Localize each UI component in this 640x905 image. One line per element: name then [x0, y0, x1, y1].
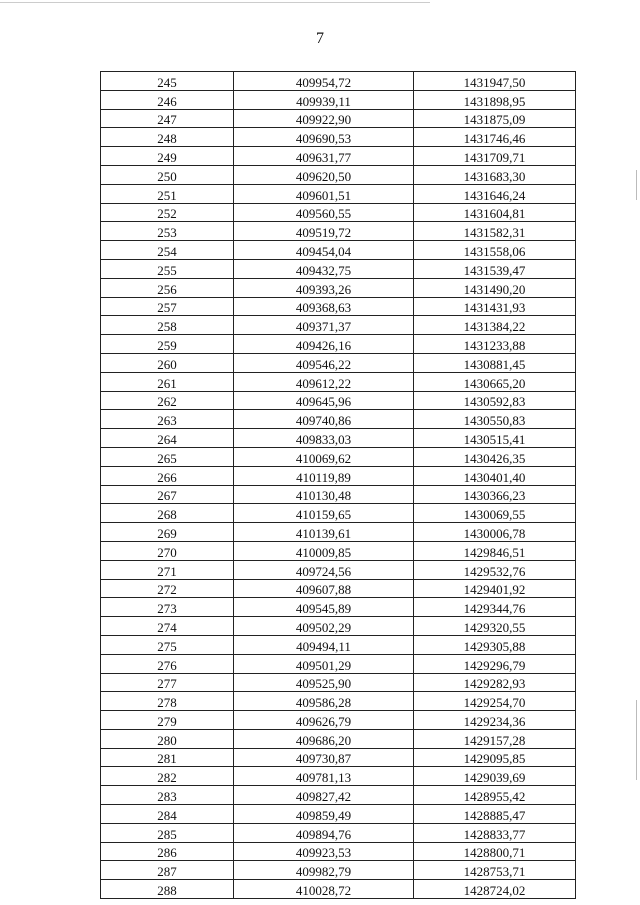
- x-coordinate-cell: 409922,90: [234, 109, 414, 128]
- x-coordinate-cell: 409781,13: [234, 767, 414, 786]
- point-number-cell: 288: [101, 880, 234, 899]
- table-row: [101, 748, 576, 767]
- point-number-cell: 272: [101, 579, 234, 598]
- table-row: [101, 711, 576, 730]
- table-row: [101, 598, 576, 617]
- table-row: [101, 109, 576, 128]
- x-coordinate-cell: 409607,88: [234, 579, 414, 598]
- table-row: [101, 335, 576, 354]
- y-coordinate-cell: 1430366,23: [414, 485, 576, 504]
- x-coordinate-cell: 410009,85: [234, 541, 414, 560]
- x-coordinate-cell: 409626,79: [234, 711, 414, 730]
- table-row: [101, 654, 576, 673]
- point-number-cell: 252: [101, 203, 234, 222]
- table-row: [101, 353, 576, 372]
- y-coordinate-cell: 1429532,76: [414, 560, 576, 579]
- table-row: [101, 297, 576, 316]
- y-coordinate-cell: 1431558,06: [414, 241, 576, 260]
- table-row: [101, 90, 576, 109]
- table-row: [101, 729, 576, 748]
- table-row: [101, 278, 576, 297]
- point-number-cell: 263: [101, 410, 234, 429]
- point-number-cell: 276: [101, 654, 234, 673]
- y-coordinate-cell: 1431875,09: [414, 109, 576, 128]
- scan-edge-mark: [636, 700, 637, 780]
- point-number-cell: 282: [101, 767, 234, 786]
- point-number-cell: 267: [101, 485, 234, 504]
- y-coordinate-cell: 1430401,40: [414, 466, 576, 485]
- table-row: [101, 880, 576, 899]
- point-number-cell: 248: [101, 128, 234, 147]
- table-row: [101, 504, 576, 523]
- point-number-cell: 280: [101, 729, 234, 748]
- table-row: [101, 805, 576, 824]
- point-number-cell: 253: [101, 222, 234, 241]
- point-number-cell: 256: [101, 278, 234, 297]
- y-coordinate-cell: 1431490,20: [414, 278, 576, 297]
- y-coordinate-cell: 1429305,88: [414, 635, 576, 654]
- y-coordinate-cell: 1431604,81: [414, 203, 576, 222]
- y-coordinate-cell: 1429095,85: [414, 748, 576, 767]
- x-coordinate-cell: 409859,49: [234, 805, 414, 824]
- point-number-cell: 247: [101, 109, 234, 128]
- x-coordinate-cell: 409426,16: [234, 335, 414, 354]
- x-coordinate-cell: 409545,89: [234, 598, 414, 617]
- point-number-cell: 286: [101, 842, 234, 861]
- x-coordinate-cell: 409601,51: [234, 184, 414, 203]
- table-row: [101, 523, 576, 542]
- x-coordinate-cell: 409525,90: [234, 673, 414, 692]
- x-coordinate-cell: 410028,72: [234, 880, 414, 899]
- x-coordinate-cell: 409631,77: [234, 147, 414, 166]
- y-coordinate-cell: 1431746,46: [414, 128, 576, 147]
- x-coordinate-cell: 409740,86: [234, 410, 414, 429]
- table-row: [101, 222, 576, 241]
- x-coordinate-cell: 409724,56: [234, 560, 414, 579]
- point-number-cell: 266: [101, 466, 234, 485]
- y-coordinate-cell: 1428885,47: [414, 805, 576, 824]
- table-row: [101, 579, 576, 598]
- x-coordinate-cell: 409833,03: [234, 429, 414, 448]
- y-coordinate-cell: 1431539,47: [414, 259, 576, 278]
- scan-top-rule: [0, 2, 430, 3]
- table-row: [101, 786, 576, 805]
- point-number-cell: 255: [101, 259, 234, 278]
- point-number-cell: 261: [101, 372, 234, 391]
- table-row: [101, 165, 576, 184]
- y-coordinate-cell: 1430592,83: [414, 391, 576, 410]
- table-row: [101, 673, 576, 692]
- point-number-cell: 285: [101, 823, 234, 842]
- y-coordinate-cell: 1429344,76: [414, 598, 576, 617]
- table-row: [101, 410, 576, 429]
- point-number-cell: 279: [101, 711, 234, 730]
- y-coordinate-cell: 1430550,83: [414, 410, 576, 429]
- point-number-cell: 246: [101, 90, 234, 109]
- y-coordinate-cell: 1429254,70: [414, 692, 576, 711]
- point-number-cell: 270: [101, 541, 234, 560]
- x-coordinate-cell: 409502,29: [234, 617, 414, 636]
- x-coordinate-cell: 410130,48: [234, 485, 414, 504]
- table-row: [101, 72, 576, 91]
- point-number-cell: 284: [101, 805, 234, 824]
- point-number-cell: 245: [101, 72, 234, 91]
- table-row: [101, 203, 576, 222]
- y-coordinate-cell: 1430881,45: [414, 353, 576, 372]
- x-coordinate-cell: 409730,87: [234, 748, 414, 767]
- x-coordinate-cell: 409368,63: [234, 297, 414, 316]
- x-coordinate-cell: 409494,11: [234, 635, 414, 654]
- point-number-cell: 287: [101, 861, 234, 880]
- table-row: [101, 391, 576, 410]
- x-coordinate-cell: 409690,53: [234, 128, 414, 147]
- point-number-cell: 254: [101, 241, 234, 260]
- point-number-cell: 277: [101, 673, 234, 692]
- point-number-cell: 271: [101, 560, 234, 579]
- y-coordinate-cell: 1430069,55: [414, 504, 576, 523]
- x-coordinate-cell: 409612,22: [234, 372, 414, 391]
- x-coordinate-cell: 410139,61: [234, 523, 414, 542]
- y-coordinate-cell: 1431709,71: [414, 147, 576, 166]
- table-row: [101, 767, 576, 786]
- table-row: [101, 842, 576, 861]
- x-coordinate-cell: 409371,37: [234, 316, 414, 335]
- point-number-cell: 249: [101, 147, 234, 166]
- x-coordinate-cell: 409894,76: [234, 823, 414, 842]
- scan-edge-mark: [636, 170, 637, 200]
- y-coordinate-cell: 1430665,20: [414, 372, 576, 391]
- y-coordinate-cell: 1428724,02: [414, 880, 576, 899]
- table-row: [101, 823, 576, 842]
- point-number-cell: 264: [101, 429, 234, 448]
- table-row: [101, 259, 576, 278]
- y-coordinate-cell: 1429401,92: [414, 579, 576, 598]
- x-coordinate-cell: 409393,26: [234, 278, 414, 297]
- table-row: [101, 372, 576, 391]
- x-coordinate-cell: 409432,75: [234, 259, 414, 278]
- y-coordinate-cell: 1431384,22: [414, 316, 576, 335]
- y-coordinate-cell: 1428955,42: [414, 786, 576, 805]
- table-row: [101, 861, 576, 880]
- point-number-cell: 278: [101, 692, 234, 711]
- point-number-cell: 265: [101, 447, 234, 466]
- y-coordinate-cell: 1428833,77: [414, 823, 576, 842]
- point-number-cell: 273: [101, 598, 234, 617]
- table-row: [101, 485, 576, 504]
- point-number-cell: 269: [101, 523, 234, 542]
- table-row: [101, 316, 576, 335]
- table-row: [101, 447, 576, 466]
- coordinates-table-body: [101, 72, 576, 899]
- point-number-cell: 251: [101, 184, 234, 203]
- y-coordinate-cell: 1429039,69: [414, 767, 576, 786]
- x-coordinate-cell: 409954,72: [234, 72, 414, 91]
- point-number-cell: 275: [101, 635, 234, 654]
- x-coordinate-cell: 409827,42: [234, 786, 414, 805]
- table-row: [101, 560, 576, 579]
- y-coordinate-cell: 1429846,51: [414, 541, 576, 560]
- y-coordinate-cell: 1428753,71: [414, 861, 576, 880]
- y-coordinate-cell: 1429157,28: [414, 729, 576, 748]
- table-row: [101, 617, 576, 636]
- y-coordinate-cell: 1431898,95: [414, 90, 576, 109]
- table-row: [101, 128, 576, 147]
- point-number-cell: 262: [101, 391, 234, 410]
- y-coordinate-cell: 1429234,36: [414, 711, 576, 730]
- table-row: [101, 429, 576, 448]
- y-coordinate-cell: 1431431,93: [414, 297, 576, 316]
- point-number-cell: 260: [101, 353, 234, 372]
- point-number-cell: 258: [101, 316, 234, 335]
- y-coordinate-cell: 1431683,30: [414, 165, 576, 184]
- table-row: [101, 147, 576, 166]
- x-coordinate-cell: 410119,89: [234, 466, 414, 485]
- table-row: [101, 466, 576, 485]
- coordinates-table: [100, 71, 576, 899]
- x-coordinate-cell: 409586,28: [234, 692, 414, 711]
- x-coordinate-cell: 409939,11: [234, 90, 414, 109]
- x-coordinate-cell: 409546,22: [234, 353, 414, 372]
- x-coordinate-cell: 409686,20: [234, 729, 414, 748]
- x-coordinate-cell: 409645,96: [234, 391, 414, 410]
- y-coordinate-cell: 1429296,79: [414, 654, 576, 673]
- x-coordinate-cell: 409982,79: [234, 861, 414, 880]
- y-coordinate-cell: 1430006,78: [414, 523, 576, 542]
- x-coordinate-cell: 410159,65: [234, 504, 414, 523]
- table-row: [101, 241, 576, 260]
- y-coordinate-cell: 1429320,55: [414, 617, 576, 636]
- point-number-cell: 268: [101, 504, 234, 523]
- y-coordinate-cell: 1431947,50: [414, 72, 576, 91]
- point-number-cell: 259: [101, 335, 234, 354]
- x-coordinate-cell: 409620,50: [234, 165, 414, 184]
- y-coordinate-cell: 1430426,35: [414, 447, 576, 466]
- x-coordinate-cell: 410069,62: [234, 447, 414, 466]
- x-coordinate-cell: 409560,55: [234, 203, 414, 222]
- x-coordinate-cell: 409454,04: [234, 241, 414, 260]
- page-number: 7: [316, 30, 324, 47]
- y-coordinate-cell: 1430515,41: [414, 429, 576, 448]
- y-coordinate-cell: 1428800,71: [414, 842, 576, 861]
- table-row: [101, 184, 576, 203]
- point-number-cell: 274: [101, 617, 234, 636]
- y-coordinate-cell: 1431233,88: [414, 335, 576, 354]
- point-number-cell: 281: [101, 748, 234, 767]
- x-coordinate-cell: 409501,29: [234, 654, 414, 673]
- point-number-cell: 250: [101, 165, 234, 184]
- y-coordinate-cell: 1429282,93: [414, 673, 576, 692]
- y-coordinate-cell: 1431582,31: [414, 222, 576, 241]
- table-row: [101, 635, 576, 654]
- point-number-cell: 257: [101, 297, 234, 316]
- table-row: [101, 692, 576, 711]
- y-coordinate-cell: 1431646,24: [414, 184, 576, 203]
- point-number-cell: 283: [101, 786, 234, 805]
- x-coordinate-cell: 409923,53: [234, 842, 414, 861]
- x-coordinate-cell: 409519,72: [234, 222, 414, 241]
- table-row: [101, 541, 576, 560]
